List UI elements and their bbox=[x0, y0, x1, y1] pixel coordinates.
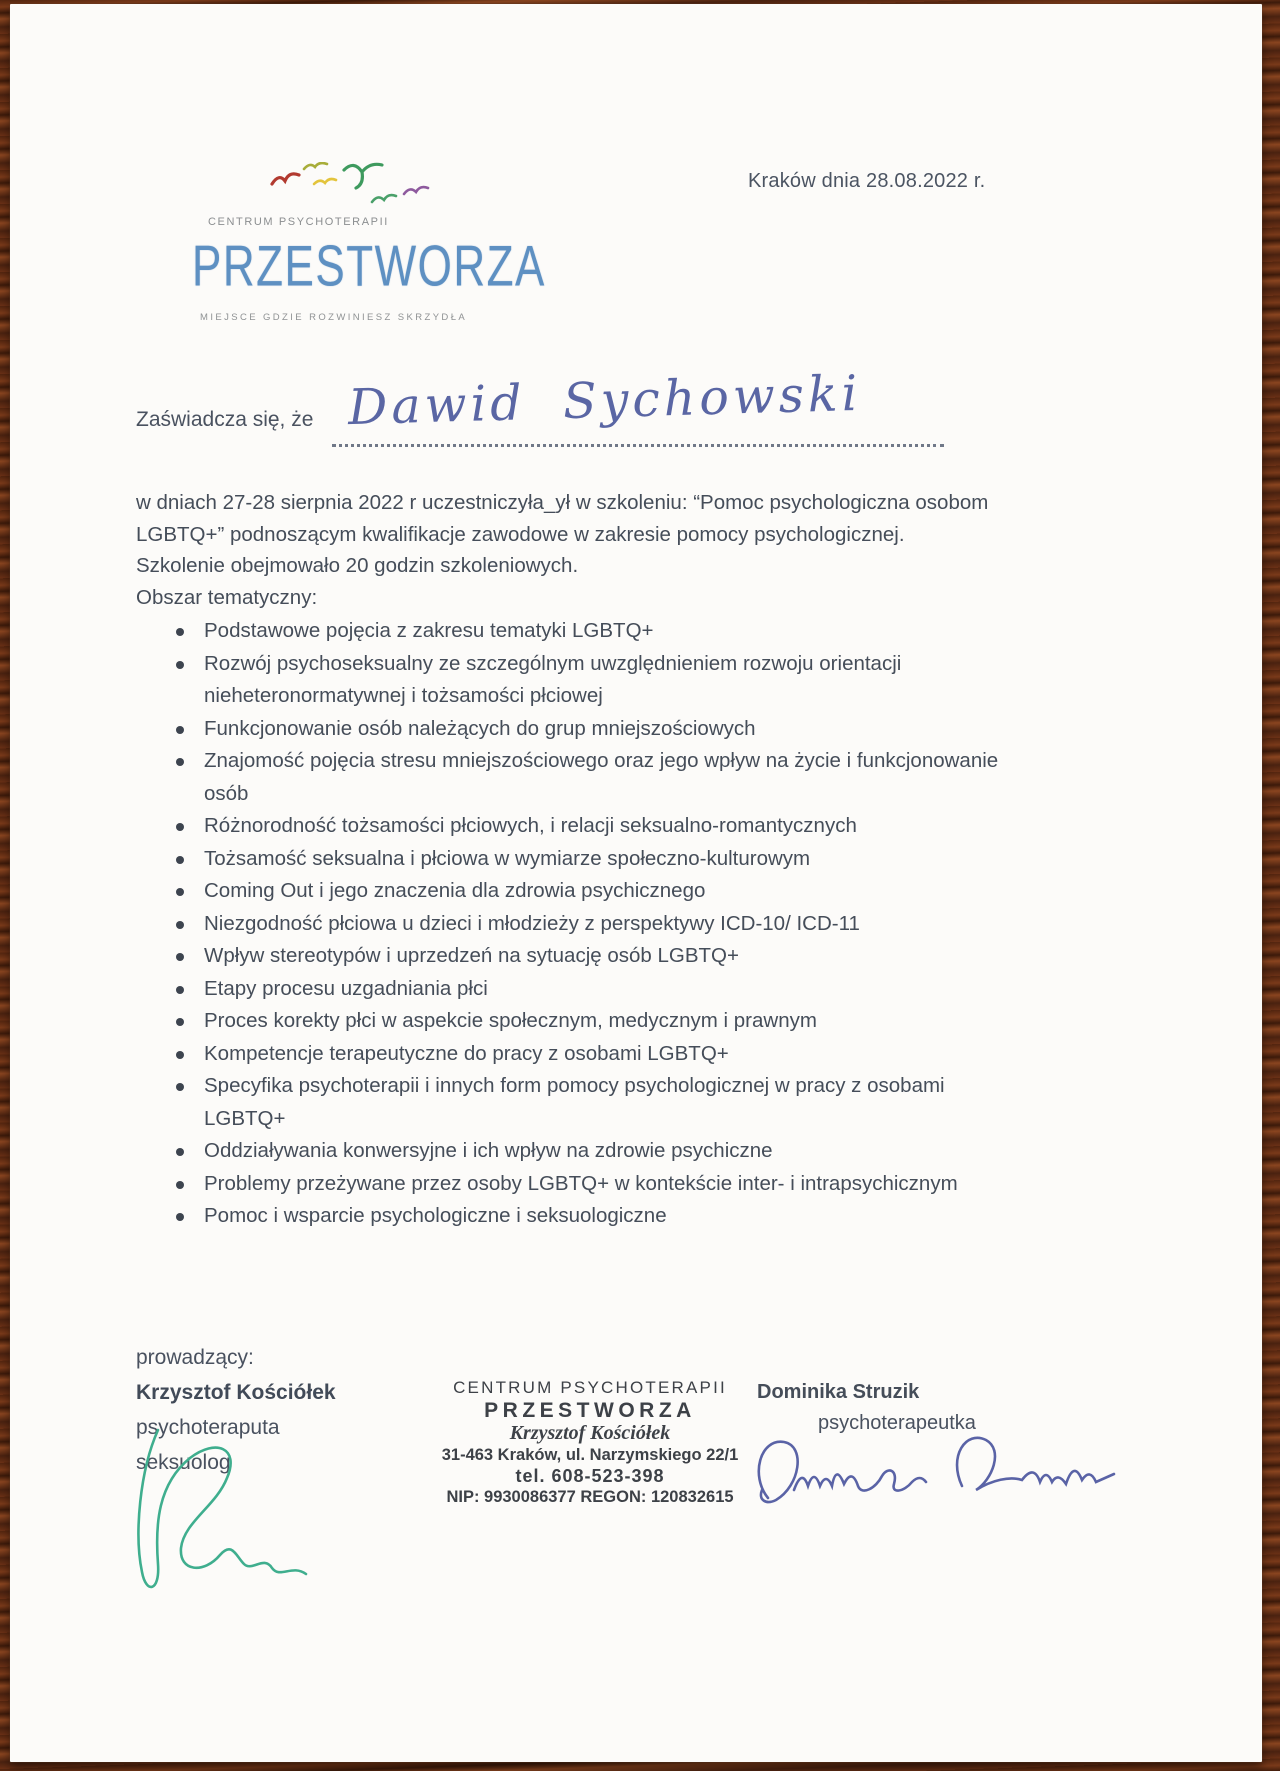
date-line: Kraków dnia 28.08.2022 r. bbox=[748, 170, 986, 192]
bird-icon bbox=[314, 179, 336, 184]
topic-item: Kompetencje terapeutyczne do pracy z osobami LGBTQ+ bbox=[136, 1038, 1004, 1071]
cotrainer-name: Dominika Struzik bbox=[757, 1381, 920, 1403]
bird-icon bbox=[372, 195, 396, 202]
logo-tagline: MIEJSCE GDZIE ROZWINIESZ SKRZYDŁA bbox=[200, 312, 468, 323]
company-stamp bbox=[420, 1377, 760, 1508]
certify-label: Zaświadcza się, że bbox=[136, 408, 314, 431]
topic-item: Tożsamość seksualna i płciowa w wymiarze społeczno-kulturowym bbox=[136, 843, 1004, 876]
bird-icon bbox=[404, 187, 428, 194]
birds-logo-icon bbox=[268, 162, 448, 224]
logo-brand: PRZESTWORZA bbox=[192, 235, 546, 299]
topic-item: Niezgodność płciowa u dzieci i młodzieży z perspektywy ICD-10/ ICD-11 bbox=[136, 908, 1004, 941]
trainer-title-2: seksuolog bbox=[136, 1451, 231, 1474]
stamp-line-2: PRZESTWORZA bbox=[484, 1399, 696, 1422]
topic-item: Rozwój psychoseksualny ze szczególnym uwzględnieniem rozwoju orientacji nieheteronormatywnej i tożsamości płciowej bbox=[136, 648, 1004, 713]
trainer-role-label: prowadzący: bbox=[136, 1346, 254, 1369]
trainer-title-1: psychoteraputa bbox=[136, 1416, 280, 1439]
topic-item: Podstawowe pojęcia z zakresu tematyki LGBTQ+ bbox=[136, 615, 1004, 648]
training-paragraph: w dniach 27-28 sierpnia 2022 r uczestniczyła_ył w szkoleniu: “Pomoc psychologiczna osobom LGBTQ+” podnoszącym kwalifikacje zawodowe w zakresie pomocy psychologicznej. Szkolenie obejmowało 20 godzin szkoleniowych. bbox=[136, 491, 989, 577]
logo-top-label: CENTRUM PSYCHOTERAPII bbox=[208, 216, 389, 228]
topic-item: Specyfika psychoterapii i innych form pomocy psychologicznej w pracy z osobami LGBTQ+ bbox=[136, 1070, 1004, 1135]
trainer-block bbox=[136, 1340, 336, 1480]
trainer-name: Krzysztof Kościółek bbox=[136, 1381, 336, 1404]
cotrainer-signature bbox=[748, 1420, 1128, 1525]
body-block bbox=[136, 487, 1096, 1233]
cotrainer-title: psychoterapeutka bbox=[818, 1412, 976, 1434]
stamp-line-6: NIP: 9930086377 REGON: 120832615 bbox=[446, 1488, 734, 1506]
stamp-line-3: Krzysztof Kościółek bbox=[509, 1422, 671, 1444]
stamp-line-1: CENTRUM PSYCHOTERAPII bbox=[453, 1378, 727, 1397]
bird-icon bbox=[304, 163, 327, 169]
stamp-line-4: 31-463 Kraków, ul. Narzymskiego 22/1 bbox=[441, 1446, 739, 1464]
bird-icon bbox=[272, 174, 299, 184]
topic-item: Funkcjonowanie osób należących do grup mniejszościowych bbox=[136, 713, 1004, 746]
topic-item: Proces korekty płci w aspekcie społecznym, medycznym i prawnym bbox=[136, 1005, 1004, 1038]
participant-name-handwritten: Dawid Sychowski bbox=[347, 364, 862, 437]
topic-item: Pomoc i wsparcie psychologiczne i seksuologiczne bbox=[136, 1200, 1004, 1233]
certificate-paper bbox=[10, 4, 1262, 1762]
topic-item: Problemy przeżywane przez osoby LGBTQ+ w kontekście inter- i intrapsychicznym bbox=[136, 1168, 1004, 1201]
topic-item: Oddziaływania konwersyjne i ich wpływ na zdrowie psychiczne bbox=[136, 1135, 1004, 1168]
topic-item: Wpływ stereotypów i uprzedzeń na sytuację osób LGBTQ+ bbox=[136, 940, 1004, 973]
topics-list bbox=[136, 615, 1004, 1233]
topic-item: Etapy procesu uzgadniania płci bbox=[136, 973, 1004, 1006]
topic-item: Znajomość pojęcia stresu mniejszościowego oraz jego wpływ na życie i funkcjonowanie osób bbox=[136, 745, 1004, 810]
topics-label: Obszar tematyczny: bbox=[136, 585, 318, 609]
stamp-line-5: tel. 608-523-398 bbox=[515, 1466, 665, 1486]
bird-icon bbox=[344, 164, 382, 188]
topic-item: Coming Out i jego znaczenia dla zdrowia psychicznego bbox=[136, 875, 1004, 908]
topic-item: Różnorodność tożsamości płciowych, i relacji seksualno-romantycznych bbox=[136, 810, 1004, 843]
